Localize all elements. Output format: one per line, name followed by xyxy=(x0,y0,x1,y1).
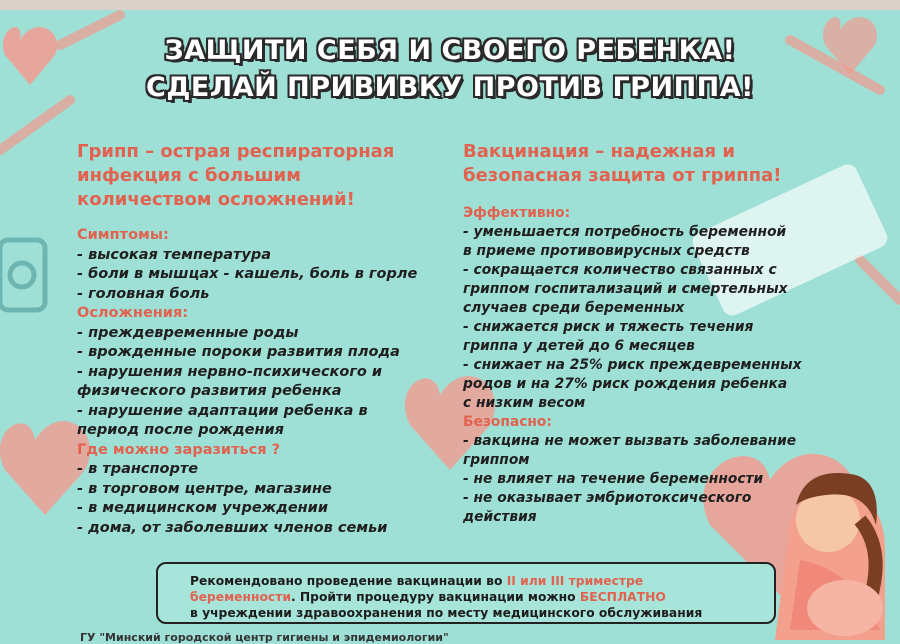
notice-line-2 xyxy=(190,589,774,605)
list-item: - дома, от заболевших членов семьи xyxy=(77,519,388,536)
flu-headline: Грипп – острая респираторная инфекция с большим количеством осложнений! xyxy=(77,141,395,210)
list-item: - уменьшается потребность беременной в приеме противовирусных средств xyxy=(463,224,787,259)
effective-heading: Эффективно: xyxy=(463,205,571,221)
recommendation-notice xyxy=(156,562,776,624)
list-item: - преждевременные роды xyxy=(77,324,299,341)
list-item: - высокая температура xyxy=(77,246,272,263)
notice-line-3: в учреждении здравоохранения по месту медицинского обслуживания xyxy=(190,606,703,620)
title-line-2: СДЕЛАЙ ПРИВИВКУ ПРОТИВ ГРИППА! xyxy=(146,72,754,103)
notice-highlight: II или III триместре xyxy=(506,574,644,588)
complications-heading: Осложнения: xyxy=(77,305,189,321)
list-item: - снижает на 25% риск преждевременных родов и на 27% риск рождения ребенка с низким весом xyxy=(463,357,802,411)
list-item: - снижается риск и тяжесть течения гриппа у детей до 6 месяцев xyxy=(463,319,754,354)
notice-text: Рекомендовано проведение вакцинации во xyxy=(190,574,507,588)
vaccination-info-column xyxy=(463,140,838,527)
notice-highlight: беременности xyxy=(190,590,291,604)
list-item: - головная боль xyxy=(77,285,210,302)
list-item: - нарушение адаптации ребенка в период после рождения xyxy=(77,402,368,438)
title-line-1: ЗАЩИТИ СЕБЯ И СВОЕГО РЕБЕНКА! xyxy=(164,35,736,66)
list-item: - в транспорте xyxy=(77,461,199,477)
safe-heading: Безопасно: xyxy=(463,414,552,430)
list-item: - не влияет на течение беременности xyxy=(463,471,764,487)
list-item: - в медицинском учреждении xyxy=(77,500,329,516)
infection-heading: Где можно заразиться ? xyxy=(77,441,280,458)
list-item: - сокращается количество связанных с гриппом госпитализаций и смертельных случаев среди беременных xyxy=(463,262,788,316)
organization-footer: ГУ "Минский городской центр гигиены и эпидемиологии" xyxy=(80,631,449,644)
notice-line-1 xyxy=(190,573,774,589)
list-item: - боли в мышцах - кашель, боль в горле xyxy=(77,266,418,282)
page-title xyxy=(0,32,900,106)
list-item: - вакцина не может вызвать заболевание гриппом xyxy=(463,433,797,468)
list-item: - врожденные пороки развития плода xyxy=(77,344,400,360)
notice-text: . Пройти процедуру вакцинации можно xyxy=(290,590,580,604)
list-item: - нарушения нервно-психического и физического развития ребенка xyxy=(77,363,383,399)
vaccination-headline: Вакцинация – надежная и безопасная защита от гриппа! xyxy=(463,141,782,186)
list-item: - не оказывает эмбриотоксического действия xyxy=(463,490,752,525)
list-item: - в торговом центре, магазине xyxy=(77,480,332,497)
notice-highlight: БЕСПЛАТНО xyxy=(579,590,666,604)
symptoms-heading: Симптомы: xyxy=(77,227,169,243)
flu-info-column xyxy=(77,140,447,538)
